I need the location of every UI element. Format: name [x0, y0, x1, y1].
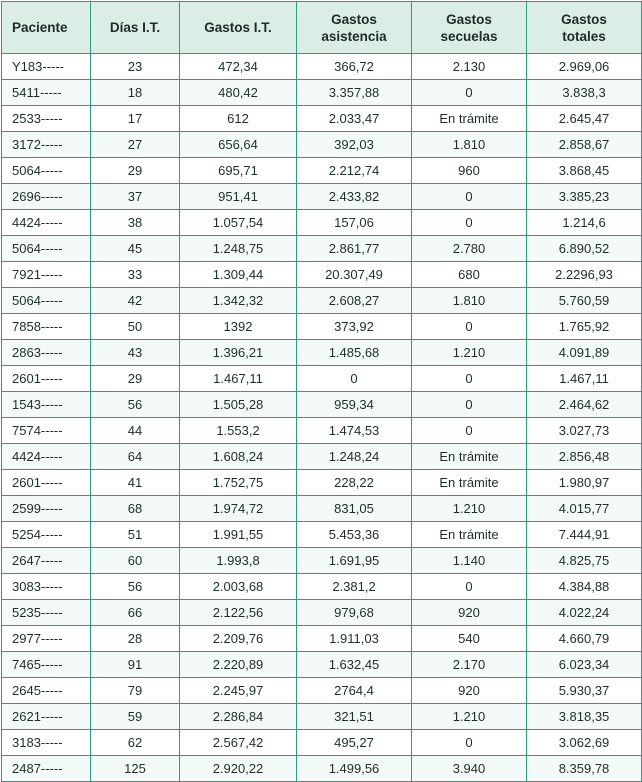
cell-dias-it: 66: [91, 600, 180, 626]
table-row: [2, 548, 642, 574]
table-row: [2, 496, 642, 522]
table-row: [2, 470, 642, 496]
cell-paciente: 4424-----: [2, 444, 91, 470]
cell-dias-it: 44: [91, 418, 180, 444]
cell-dias-it: 60: [91, 548, 180, 574]
cell-paciente: 2601-----: [2, 470, 91, 496]
table-row: [2, 314, 642, 340]
cell-dias-it: 59: [91, 704, 180, 730]
cell-dias-it: 79: [91, 678, 180, 704]
cell-gastos-asistencia: 1.499,56: [297, 756, 412, 782]
cell-dias-it: 23: [91, 54, 180, 80]
cell-gastos-totales: 1.980,97: [527, 470, 642, 496]
cell-gastos-totales: 2.2296,93: [527, 262, 642, 288]
cell-dias-it: 33: [91, 262, 180, 288]
table-row: [2, 288, 642, 314]
cell-dias-it: 50: [91, 314, 180, 340]
cell-gastos-asistencia: 0: [297, 366, 412, 392]
cell-gastos-totales: 6.023,34: [527, 652, 642, 678]
cell-dias-it: 43: [91, 340, 180, 366]
cell-gastos-it: 2.003,68: [180, 574, 297, 600]
cell-paciente: 3183-----: [2, 730, 91, 756]
header-paciente: Paciente: [2, 2, 91, 54]
cell-dias-it: 125: [91, 756, 180, 782]
cell-dias-it: 56: [91, 392, 180, 418]
cell-gastos-secuelas: 0: [412, 184, 527, 210]
header-gastos-secuelas: Gastos secuelas: [412, 2, 527, 54]
cell-paciente: 2696-----: [2, 184, 91, 210]
cell-dias-it: 29: [91, 158, 180, 184]
cell-gastos-it: 1.396,21: [180, 340, 297, 366]
cell-dias-it: 91: [91, 652, 180, 678]
cell-dias-it: 56: [91, 574, 180, 600]
cell-paciente: 2977-----: [2, 626, 91, 652]
cell-dias-it: 38: [91, 210, 180, 236]
cell-gastos-secuelas: 920: [412, 600, 527, 626]
cell-gastos-secuelas: 1.210: [412, 496, 527, 522]
cell-gastos-asistencia: 2.212,74: [297, 158, 412, 184]
cell-dias-it: 68: [91, 496, 180, 522]
cell-gastos-secuelas: 0: [412, 80, 527, 106]
cell-gastos-it: 612: [180, 106, 297, 132]
table-row: [2, 340, 642, 366]
cell-gastos-secuelas: 0: [412, 392, 527, 418]
cell-dias-it: 45: [91, 236, 180, 262]
cell-dias-it: 27: [91, 132, 180, 158]
cell-gastos-asistencia: 321,51: [297, 704, 412, 730]
cell-gastos-secuelas: En trámite: [412, 470, 527, 496]
cell-gastos-asistencia: 1.691,95: [297, 548, 412, 574]
cell-gastos-asistencia: 2.033,47: [297, 106, 412, 132]
cell-gastos-asistencia: 2.608,27: [297, 288, 412, 314]
cell-gastos-secuelas: 0: [412, 210, 527, 236]
expenses-table: [1, 1, 642, 782]
cell-gastos-asistencia: 2.433,82: [297, 184, 412, 210]
cell-gastos-it: 656,64: [180, 132, 297, 158]
cell-gastos-it: 1.974,72: [180, 496, 297, 522]
cell-gastos-totales: 2.856,48: [527, 444, 642, 470]
cell-gastos-secuelas: 1.210: [412, 704, 527, 730]
cell-gastos-it: 1.993,8: [180, 548, 297, 574]
cell-paciente: 2599-----: [2, 496, 91, 522]
cell-gastos-asistencia: 1.248,24: [297, 444, 412, 470]
cell-paciente: 7921-----: [2, 262, 91, 288]
cell-gastos-secuelas: 3.940: [412, 756, 527, 782]
table-row: [2, 600, 642, 626]
cell-gastos-asistencia: 157,06: [297, 210, 412, 236]
cell-gastos-it: 2.567,42: [180, 730, 297, 756]
cell-gastos-totales: 4.825,75: [527, 548, 642, 574]
table-body: [2, 54, 642, 782]
cell-dias-it: 41: [91, 470, 180, 496]
cell-gastos-totales: 3.868,45: [527, 158, 642, 184]
header-gastos-asistencia: Gastos asistencia: [297, 2, 412, 54]
cell-gastos-secuelas: 1.140: [412, 548, 527, 574]
cell-paciente: 7465-----: [2, 652, 91, 678]
cell-gastos-secuelas: 0: [412, 730, 527, 756]
cell-gastos-totales: 3.385,23: [527, 184, 642, 210]
cell-gastos-totales: 5.930,37: [527, 678, 642, 704]
cell-gastos-totales: 2.464,62: [527, 392, 642, 418]
cell-gastos-asistencia: 979,68: [297, 600, 412, 626]
cell-paciente: 7858-----: [2, 314, 91, 340]
cell-paciente: 5064-----: [2, 236, 91, 262]
cell-gastos-it: 1.608,24: [180, 444, 297, 470]
cell-gastos-secuelas: 2.130: [412, 54, 527, 80]
cell-gastos-secuelas: 920: [412, 678, 527, 704]
cell-gastos-totales: 5.760,59: [527, 288, 642, 314]
cell-gastos-it: 1.057,54: [180, 210, 297, 236]
cell-dias-it: 42: [91, 288, 180, 314]
cell-gastos-totales: 4.022,24: [527, 600, 642, 626]
cell-gastos-it: 2.245,97: [180, 678, 297, 704]
cell-gastos-asistencia: 228,22: [297, 470, 412, 496]
cell-paciente: 5254-----: [2, 522, 91, 548]
table-row: [2, 80, 642, 106]
cell-gastos-totales: 2.645,47: [527, 106, 642, 132]
cell-gastos-secuelas: 0: [412, 366, 527, 392]
cell-paciente: 2601-----: [2, 366, 91, 392]
cell-paciente: 2621-----: [2, 704, 91, 730]
table-row: [2, 522, 642, 548]
cell-gastos-it: 1.309,44: [180, 262, 297, 288]
cell-gastos-totales: 1.467,11: [527, 366, 642, 392]
table-row: [2, 704, 642, 730]
cell-gastos-it: 2.209,76: [180, 626, 297, 652]
cell-gastos-secuelas: 0: [412, 418, 527, 444]
cell-gastos-asistencia: 2.381,2: [297, 574, 412, 600]
cell-gastos-totales: 7.444,91: [527, 522, 642, 548]
cell-dias-it: 17: [91, 106, 180, 132]
table-row: [2, 54, 642, 80]
cell-gastos-secuelas: 680: [412, 262, 527, 288]
cell-paciente: 2645-----: [2, 678, 91, 704]
cell-gastos-it: 1.467,11: [180, 366, 297, 392]
cell-gastos-it: 472,34: [180, 54, 297, 80]
cell-gastos-totales: 3.818,35: [527, 704, 642, 730]
cell-gastos-secuelas: 1.810: [412, 288, 527, 314]
cell-paciente: 2863-----: [2, 340, 91, 366]
cell-gastos-totales: 6.890,52: [527, 236, 642, 262]
cell-gastos-secuelas: En trámite: [412, 444, 527, 470]
cell-gastos-it: 1.991,55: [180, 522, 297, 548]
cell-gastos-it: 2.220,89: [180, 652, 297, 678]
table-row: [2, 262, 642, 288]
cell-gastos-asistencia: 495,27: [297, 730, 412, 756]
cell-gastos-it: 1392: [180, 314, 297, 340]
cell-dias-it: 51: [91, 522, 180, 548]
cell-gastos-it: 2.286,84: [180, 704, 297, 730]
cell-gastos-secuelas: En trámite: [412, 106, 527, 132]
cell-gastos-totales: 3.838,3: [527, 80, 642, 106]
cell-gastos-it: 1.752,75: [180, 470, 297, 496]
cell-gastos-asistencia: 1.632,45: [297, 652, 412, 678]
header-gastos-it: Gastos I.T.: [180, 2, 297, 54]
cell-paciente: Y183-----: [2, 54, 91, 80]
cell-gastos-asistencia: 1.485,68: [297, 340, 412, 366]
cell-gastos-totales: 4.015,77: [527, 496, 642, 522]
table-row: [2, 574, 642, 600]
table-row: [2, 210, 642, 236]
table-row: [2, 132, 642, 158]
cell-gastos-totales: 1.765,92: [527, 314, 642, 340]
cell-paciente: 3172-----: [2, 132, 91, 158]
cell-gastos-asistencia: 959,34: [297, 392, 412, 418]
cell-paciente: 1543-----: [2, 392, 91, 418]
cell-dias-it: 37: [91, 184, 180, 210]
cell-gastos-asistencia: 2.861,77: [297, 236, 412, 262]
cell-dias-it: 28: [91, 626, 180, 652]
table-row: [2, 184, 642, 210]
header-row: [2, 2, 642, 54]
cell-gastos-secuelas: 0: [412, 314, 527, 340]
cell-gastos-secuelas: 960: [412, 158, 527, 184]
cell-dias-it: 64: [91, 444, 180, 470]
header-dias-it: Días I.T.: [91, 2, 180, 54]
cell-gastos-totales: 2.969,06: [527, 54, 642, 80]
table-row: [2, 652, 642, 678]
cell-gastos-it: 951,41: [180, 184, 297, 210]
cell-paciente: 5411-----: [2, 80, 91, 106]
table-row: [2, 158, 642, 184]
cell-gastos-it: 1.505,28: [180, 392, 297, 418]
table-row: [2, 444, 642, 470]
cell-gastos-totales: 8.359,78: [527, 756, 642, 782]
cell-paciente: 5235-----: [2, 600, 91, 626]
cell-gastos-asistencia: 392,03: [297, 132, 412, 158]
cell-paciente: 5064-----: [2, 158, 91, 184]
cell-dias-it: 18: [91, 80, 180, 106]
table-row: [2, 626, 642, 652]
cell-gastos-asistencia: 1.474,53: [297, 418, 412, 444]
cell-gastos-secuelas: 1.810: [412, 132, 527, 158]
cell-gastos-asistencia: 373,92: [297, 314, 412, 340]
cell-gastos-asistencia: 831,05: [297, 496, 412, 522]
cell-gastos-totales: 3.027,73: [527, 418, 642, 444]
cell-dias-it: 29: [91, 366, 180, 392]
cell-gastos-it: 1.342,32: [180, 288, 297, 314]
cell-gastos-secuelas: En trámite: [412, 522, 527, 548]
cell-paciente: 3083-----: [2, 574, 91, 600]
cell-gastos-secuelas: 2.170: [412, 652, 527, 678]
header-gastos-totales: Gastos totales: [527, 2, 642, 54]
cell-gastos-totales: 1.214,6: [527, 210, 642, 236]
cell-gastos-totales: 4.091,89: [527, 340, 642, 366]
cell-gastos-secuelas: 2.780: [412, 236, 527, 262]
cell-gastos-asistencia: 3.357,88: [297, 80, 412, 106]
table-row: [2, 418, 642, 444]
cell-gastos-asistencia: 366,72: [297, 54, 412, 80]
cell-gastos-it: 480,42: [180, 80, 297, 106]
cell-gastos-secuelas: 540: [412, 626, 527, 652]
cell-gastos-it: 2.920,22: [180, 756, 297, 782]
table-row: [2, 106, 642, 132]
cell-gastos-it: 2.122,56: [180, 600, 297, 626]
cell-gastos-secuelas: 1.210: [412, 340, 527, 366]
cell-gastos-it: 695,71: [180, 158, 297, 184]
cell-paciente: 5064-----: [2, 288, 91, 314]
cell-gastos-totales: 4.384,88: [527, 574, 642, 600]
cell-paciente: 7574-----: [2, 418, 91, 444]
cell-paciente: 2487-----: [2, 756, 91, 782]
cell-gastos-totales: 3.062,69: [527, 730, 642, 756]
cell-gastos-it: 1.553,2: [180, 418, 297, 444]
cell-paciente: 2533-----: [2, 106, 91, 132]
table-row: [2, 392, 642, 418]
cell-gastos-it: 1.248,75: [180, 236, 297, 262]
cell-paciente: 4424-----: [2, 210, 91, 236]
cell-dias-it: 62: [91, 730, 180, 756]
cell-gastos-asistencia: 1.911,03: [297, 626, 412, 652]
cell-gastos-asistencia: 20.307,49: [297, 262, 412, 288]
table-row: [2, 366, 642, 392]
table-row: [2, 730, 642, 756]
table-row: [2, 236, 642, 262]
cell-gastos-totales: 2.858,67: [527, 132, 642, 158]
cell-gastos-asistencia: 2764,4: [297, 678, 412, 704]
cell-gastos-secuelas: 0: [412, 574, 527, 600]
table-row: [2, 678, 642, 704]
cell-gastos-asistencia: 5.453,36: [297, 522, 412, 548]
cell-gastos-totales: 4.660,79: [527, 626, 642, 652]
table-header: [2, 2, 642, 54]
cell-paciente: 2647-----: [2, 548, 91, 574]
